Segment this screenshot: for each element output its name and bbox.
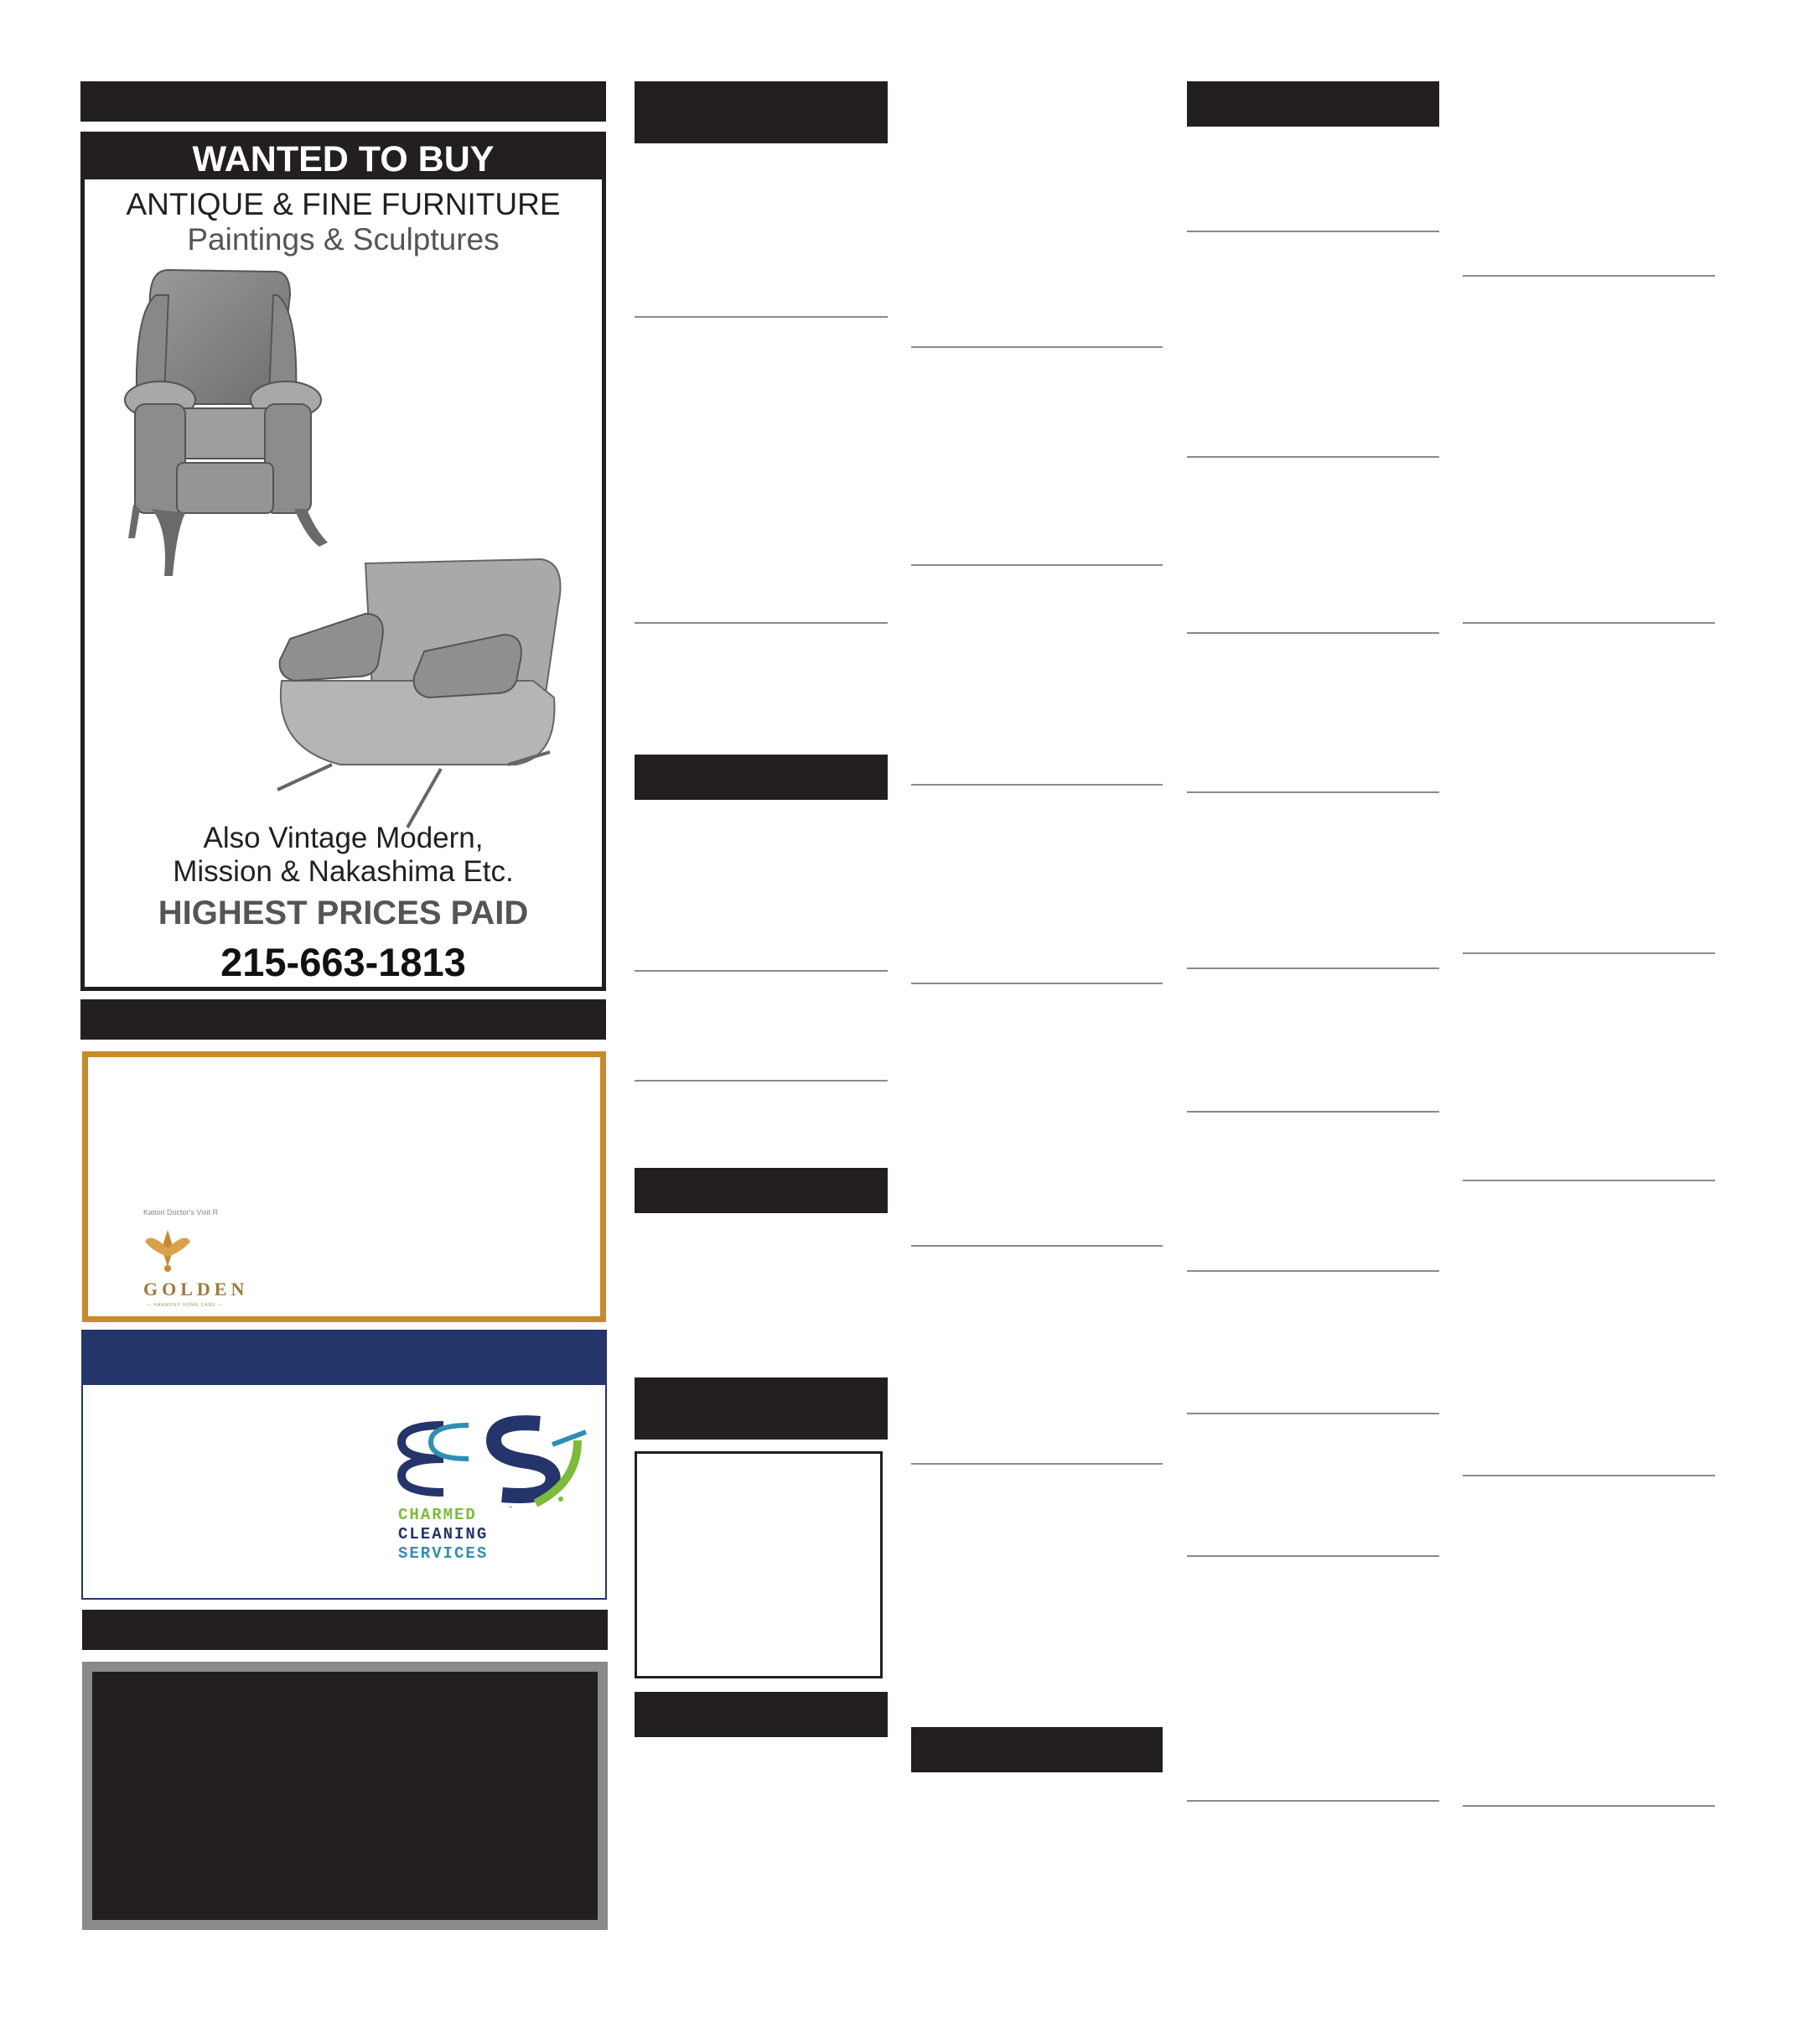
column4-rule-9 <box>1187 1555 1439 1557</box>
column4-rule-1 <box>1187 231 1439 232</box>
column4-rule-4 <box>1187 791 1439 793</box>
column2-rule-3 <box>635 970 888 972</box>
column2-empty-box <box>635 1451 883 1678</box>
column3-header-bar <box>911 1727 1163 1772</box>
logo-word-charmed: CHARMED <box>398 1506 477 1524</box>
column5-rule-3 <box>1463 952 1715 954</box>
column2-rule-2 <box>635 622 888 624</box>
ccs-logo-icon <box>393 1415 594 1507</box>
charmed-cleaning-ad <box>81 1330 607 1600</box>
column4-rule-5 <box>1187 968 1439 969</box>
cleaning-logo-words <box>398 1506 488 1564</box>
modern-lounge-chair-image <box>265 555 583 832</box>
column1-header-bar <box>80 81 606 122</box>
column5-rule-4 <box>1463 1180 1715 1181</box>
column3-rule-2 <box>911 564 1163 566</box>
ad-phone-number: 215-663-1813 <box>220 940 466 984</box>
golden-logo-tagline: — HARMONY HOME CARE — <box>147 1303 223 1308</box>
column2-header-bar-4 <box>635 1377 888 1440</box>
furniture-ad <box>80 132 606 991</box>
column4-rule-3 <box>1187 632 1439 634</box>
column3-rule-4 <box>911 983 1163 984</box>
column3-rule-5 <box>911 1245 1163 1247</box>
column3-rule-1 <box>911 346 1163 348</box>
ad-line-antique: ANTIQUE & FINE FURNITURE <box>126 187 561 221</box>
ad-partial-text: Kation Doctor's Visit R <box>143 1208 219 1217</box>
column3-rule-6 <box>911 1463 1163 1465</box>
column2-rule-4 <box>635 1080 888 1082</box>
column5-rule-6 <box>1463 1805 1715 1807</box>
column4-rule-10 <box>1187 1800 1439 1802</box>
column5-rule-2 <box>1463 622 1715 624</box>
column1-header-bar-2 <box>80 999 606 1040</box>
ad-line-vintage: Also Vintage Modern, <box>203 822 484 854</box>
dark-framed-ad <box>82 1662 608 1930</box>
column2-header-bar-5 <box>635 1692 888 1737</box>
ad-headline: WANTED TO BUY <box>85 136 602 179</box>
ad-header-band <box>83 1331 605 1385</box>
column2-header-bar-2 <box>635 755 888 800</box>
column4-rule-7 <box>1187 1270 1439 1272</box>
column5-rule-1 <box>1463 275 1715 277</box>
column2-header-bar-1 <box>635 81 888 143</box>
golden-home-care-ad <box>82 1051 606 1322</box>
golden-logo-word: GOLDEN <box>143 1279 249 1300</box>
golden-eagle-logo-icon <box>142 1223 194 1275</box>
wingback-armchair-image <box>118 262 361 589</box>
column2-rule-1 <box>635 316 888 318</box>
ad-line-prices: HIGHEST PRICES PAID <box>158 895 529 931</box>
column3-rule-3 <box>911 784 1163 786</box>
column4-rule-8 <box>1187 1413 1439 1414</box>
column4-rule-6 <box>1187 1111 1439 1113</box>
column5-rule-5 <box>1463 1475 1715 1476</box>
column1-header-bar-3 <box>82 1610 608 1650</box>
column4-header-bar <box>1187 81 1439 127</box>
column4-rule-2 <box>1187 456 1439 458</box>
ad-line-paintings: Paintings & Sculptures <box>187 222 500 257</box>
logo-word-cleaning: CLEANING <box>398 1525 489 1543</box>
column2-header-bar-3 <box>635 1168 888 1213</box>
logo-word-services: SERVICES <box>398 1544 489 1563</box>
ad-line-mission: Mission & Nakashima Etc. <box>173 855 514 888</box>
